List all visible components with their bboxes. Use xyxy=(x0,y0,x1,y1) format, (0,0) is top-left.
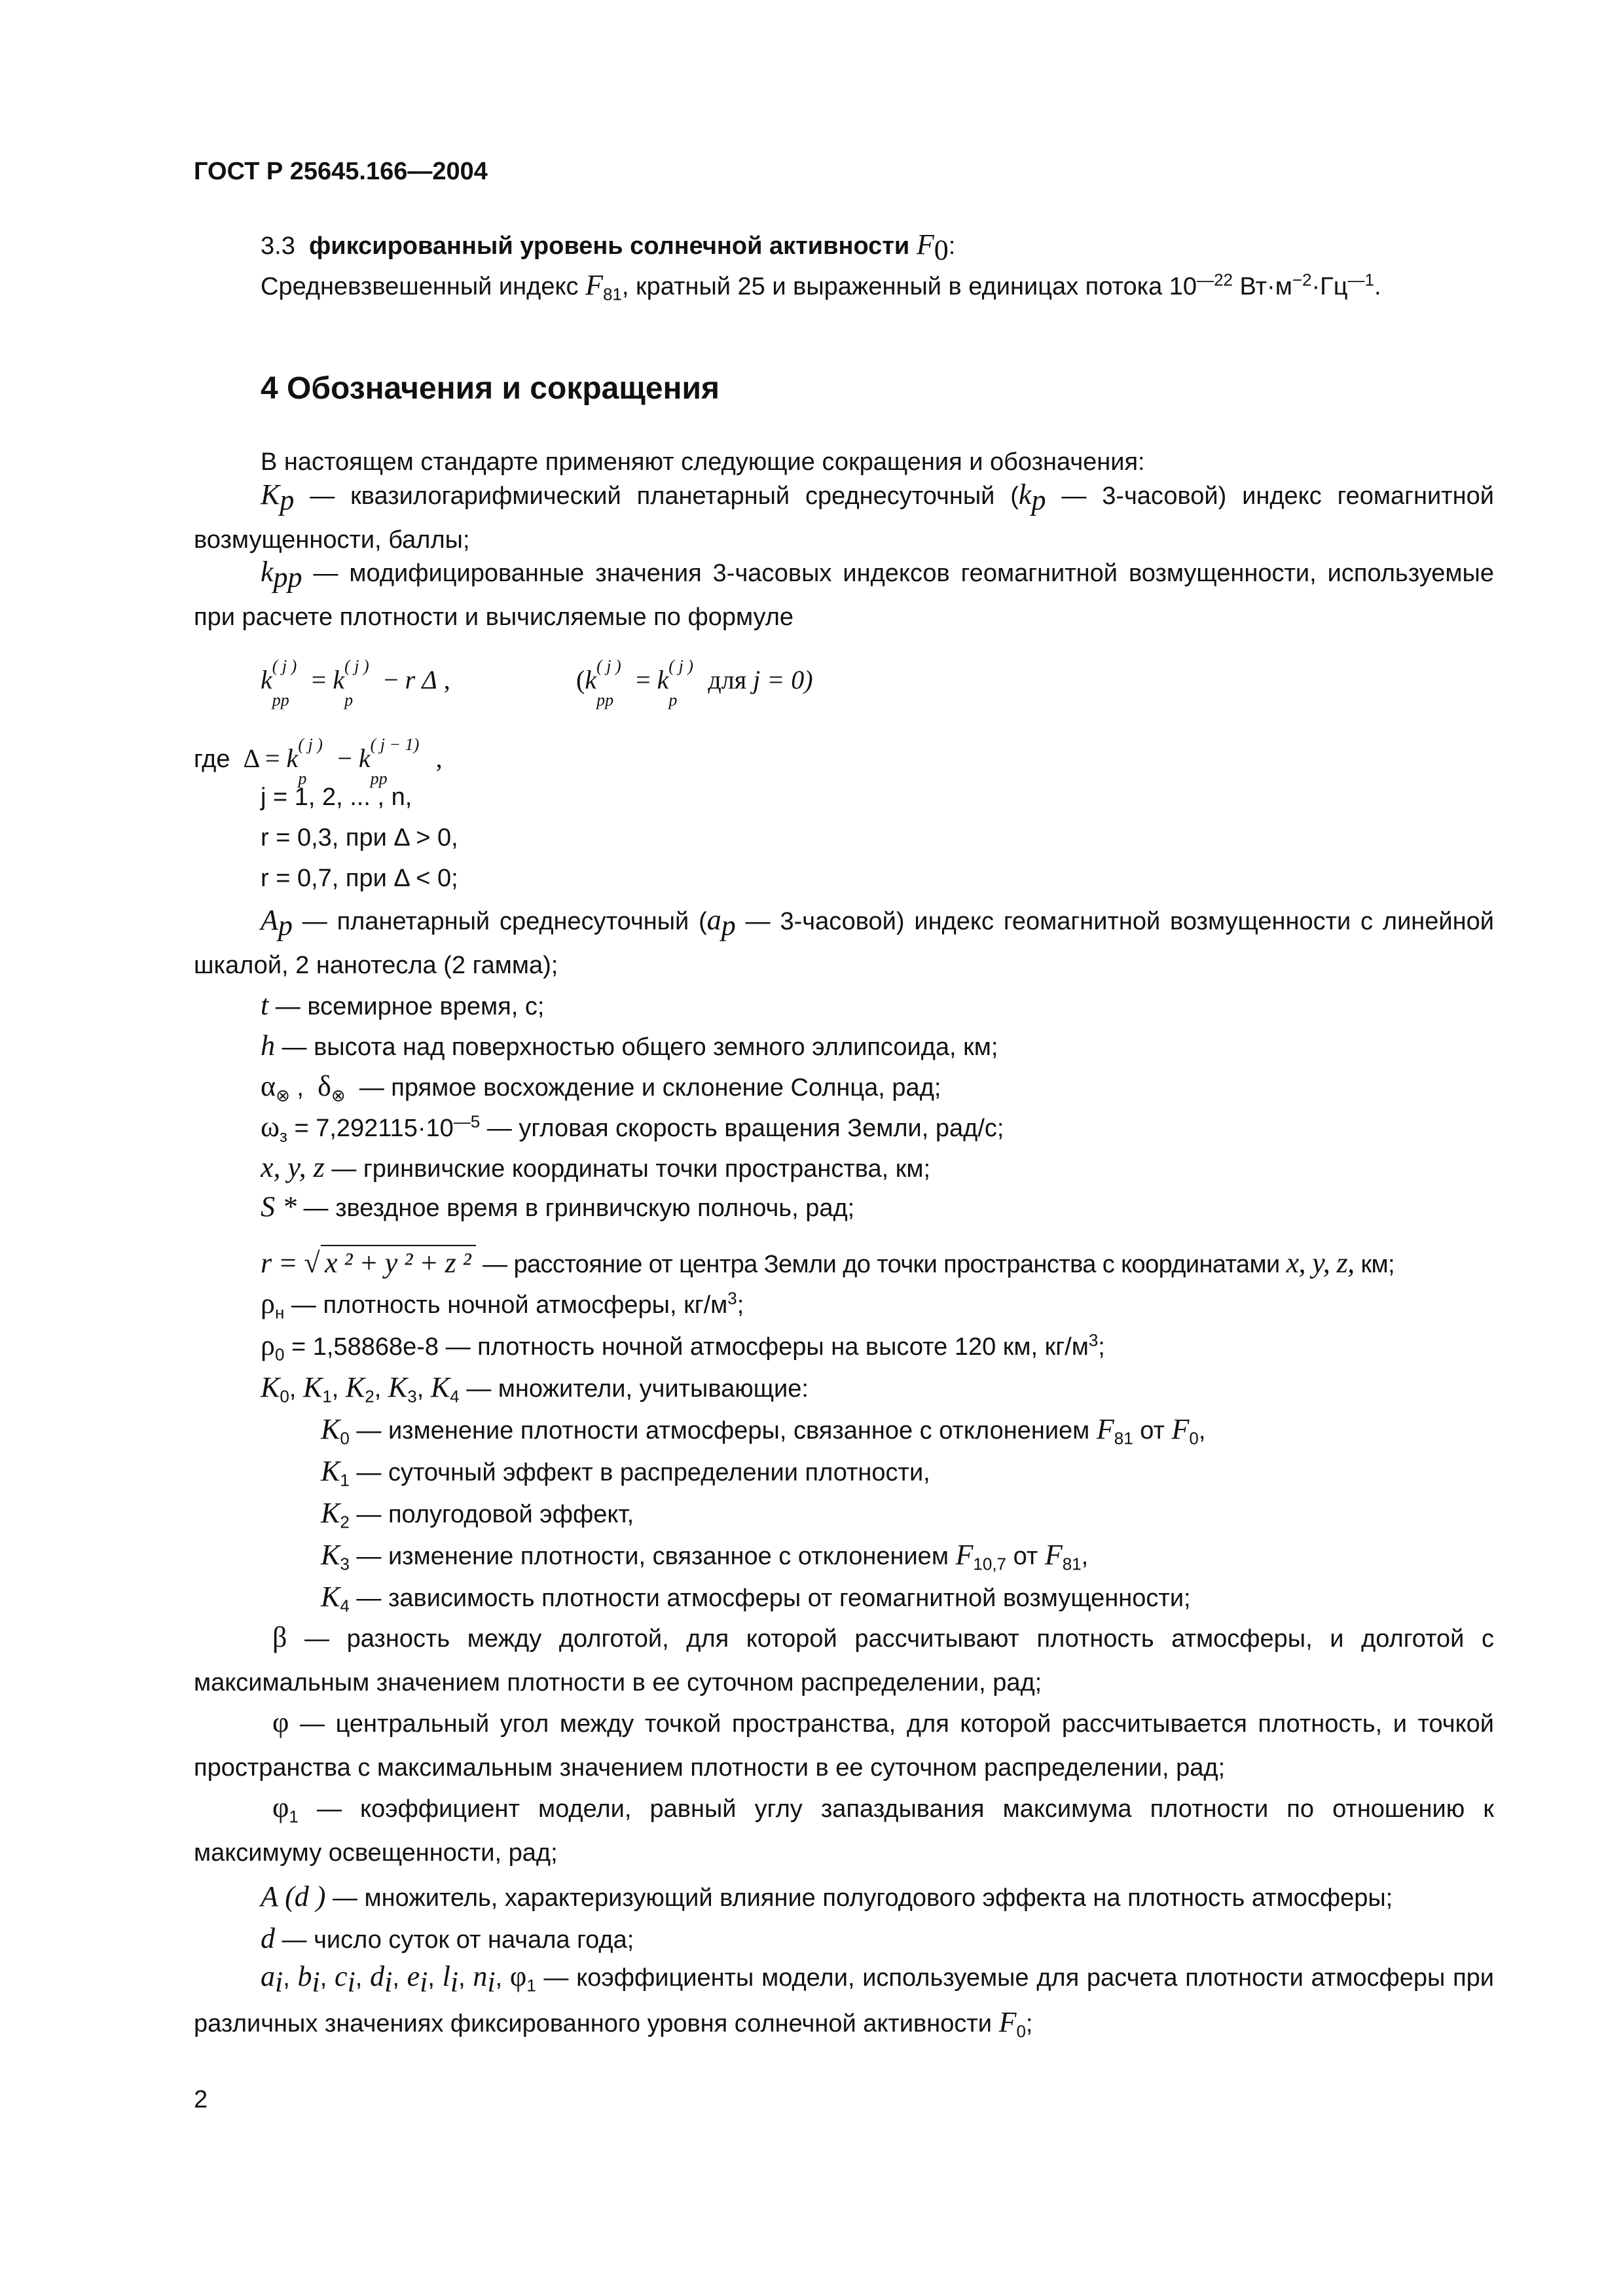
alpha-delta-definition: $\alpha_\otimes$ , $\delta_\otimes$ — прямое восхождение и склонение Солнца, рад; xyxy=(261,1070,941,1105)
kp-definition: $K_p$ — квазилогарифмический планетарный среднесуточный ($k_p$ — 3-часовой) индекс геомагнитной возмущенности, баллы; xyxy=(194,478,1494,554)
k-multipliers-list: $K_0$, $K_1$, $K_2$, $K_3$, $K_4$ — множители, учитывающие: xyxy=(261,1371,809,1407)
k1-definition: $K_1$ — суточный эффект в распределении плотности, xyxy=(321,1455,930,1490)
k0-definition: $K_0$ — изменение плотности атмосферы, связанное с отклонением $F_{81}$ от $F_0$, xyxy=(321,1413,1206,1448)
kpp-formula-initial: (k ( j ) pp = k ( j ) p для j = 0) xyxy=(576,656,813,709)
beta-definition: β — разность между долготой, для которой рассчитывают плотность атмосферы, и долготой с максимальным значением плотности в ее суточном распределении, рад; xyxy=(194,1621,1494,1696)
section-3-3-definition: Средневзвешенный индекс $F_{81}$, кратный 25 и выраженный в единицах потока $10^{—22}$ $Вт\cdot м^{-2}\cdot Гц^{—1}$. xyxy=(261,269,1381,304)
phi1-definition: $\varphi_1$ — коэффициент модели, равный углу запаздывания максимума плотности по отношению к максимуму освещенности, рад; xyxy=(194,1791,1494,1867)
document-header: ГОСТ Р 25645.166—2004 xyxy=(194,158,488,185)
r-distance-definition: r = √ x ² + y ² + z ² — расстояние от центра Земли до точки пространства с координатами x, y, z, км; xyxy=(261,1245,1395,1281)
coefficients-definition: $a_i$, $b_i$, $c_i$, $d_i$, $e_i$, $l_i$, $n_i$, $\varphi_1$ — коэффициенты модели, используемые для расчета плотности атмосферы при различных значениях фиксированного уровня солнечной активности $F_0$; xyxy=(194,1960,1495,2041)
intro-text: В настоящем стандарте применяют следующие сокращения и обозначения: xyxy=(261,448,1145,476)
kpp-definition: $k_{pp}$ — модифицированные значения 3-часовых индексов геомагнитной возмущенности, используемые при расчете плотности и вычисляемые по формуле xyxy=(194,556,1494,631)
section-3-3-heading: 3.3 фиксированный уровень солнечной активности $F_0$: xyxy=(261,228,956,266)
j-range: j = 1, 2, ... , n, xyxy=(261,783,412,811)
omega-definition: $\omega_з = 7,292115\cdot 10^{—5}$ — угловая скорость вращения Земли, рад/с; xyxy=(261,1111,1004,1146)
k2-definition: $K_2$ — полугодовой эффект, xyxy=(321,1497,634,1532)
t-definition: t — всемирное время, с; xyxy=(261,989,545,1021)
page-number: 2 xyxy=(194,2086,208,2113)
section-4-title: 4 Обозначения и сокращения xyxy=(261,371,720,406)
k4-definition: $K_4$ — зависимость плотности атмосферы от геомагнитной возмущенности; xyxy=(321,1581,1191,1616)
ad-definition: A (d ) — множитель, характеризующий влияние полугодового эффекта на плотность атмосферы; xyxy=(261,1880,1393,1912)
d-definition: d — число суток от начала года; xyxy=(261,1922,634,1954)
rho-zero-definition: $\rho_0 = 1,58868е-8$ — плотность ночной атмосферы на высоте 120 км, $кг/м^3$; xyxy=(261,1329,1105,1365)
k3-definition: $K_3$ — изменение плотности, связанное с отклонением $F_{10,7}$ от $F_{81}$, xyxy=(321,1539,1089,1574)
kpp-formula: k ( j ) pp = k ( j ) p − r Δ , xyxy=(261,656,450,709)
phi-definition: φ — центральный угол между точкой пространства, для которой рассчитывается плотность, и точкой пространства с максимальным значением плотности в ее суточном распределении, рад; xyxy=(194,1706,1494,1782)
r-negative: r = 0,7, при Δ < 0; xyxy=(261,865,458,892)
rho-night-definition: $\rho_н$ — плотность ночной атмосферы, $кг/м^3$; xyxy=(261,1287,744,1323)
h-definition: h — высота над поверхностью общего земного эллипсоида, км; xyxy=(261,1030,998,1062)
xyz-definition: x, y, z — гринвичские координаты точки пространства, км; xyxy=(261,1151,931,1183)
ap-definition: $A_p$ — планетарный среднесуточный ($a_p$ — 3-часовой) индекс геомагнитной возмущенности с линейной шкалой, 2 нанотесла (2 гамма); xyxy=(194,904,1494,979)
sidereal-time-definition: S * — звездное время в гринвичскую полночь, рад; xyxy=(261,1191,855,1223)
delta-definition: где Δ = k ( j ) p − k ( j − 1) pp , xyxy=(194,735,443,788)
r-positive: r = 0,3, при Δ > 0, xyxy=(261,824,458,852)
